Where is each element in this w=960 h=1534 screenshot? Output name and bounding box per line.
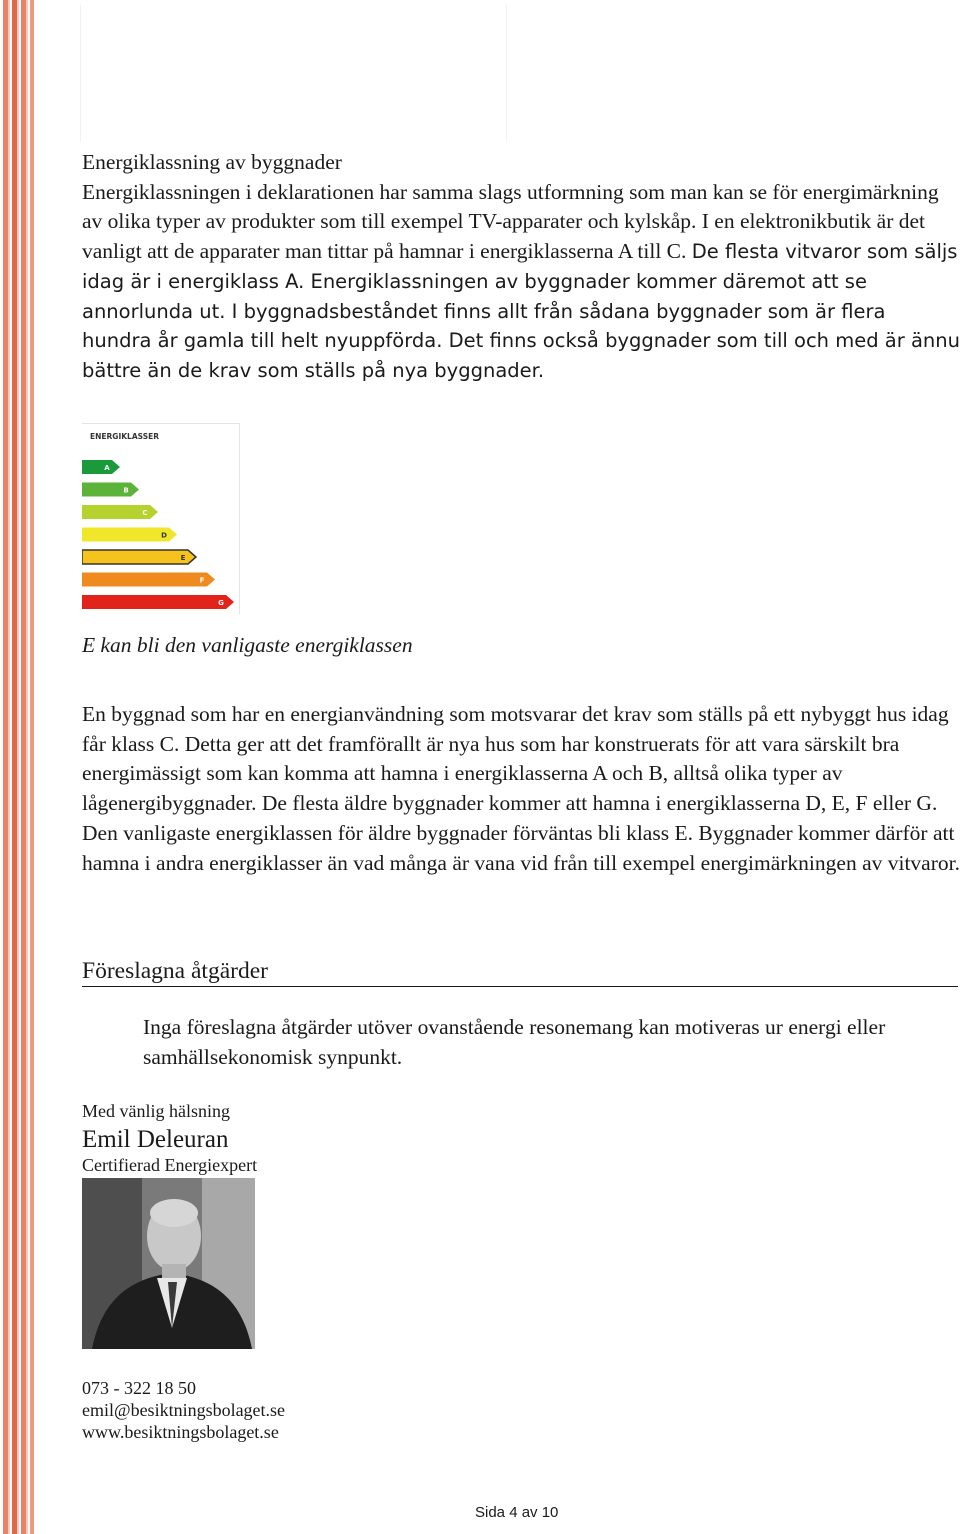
- intro-body-sans: De flesta vitvaror som säljs idag är i energiklass A. Energiklassningen av byggnader kommer däremot att se annorlunda ut. I byggnadsbeståndet finns allt från sådana byggnader som är flera hundra år gamla till helt nyuppförda. Det finns också byggnader som till och med är ännu bättre än de krav som ställs på nya byggnader.: [82, 240, 960, 382]
- energy-bar-letter-g: G: [218, 599, 224, 607]
- energy-bar-letter-d: D: [161, 531, 167, 540]
- contact-website[interactable]: www.besiktningsbolaget.se: [82, 1422, 279, 1442]
- energy-class-bars: [82, 424, 239, 614]
- energy-bar-letter-f: F: [199, 576, 205, 585]
- energy-bar-e: [82, 550, 196, 564]
- energy-bar-g: [82, 595, 234, 609]
- intro-heading: Energiklassning av byggnader: [82, 150, 342, 174]
- section-body: Inga föreslagna åtgärder utöver ovanstående resonemang kan motiveras ur energi eller samhällsekonomisk synpunkt.: [143, 1015, 886, 1069]
- contact-email[interactable]: emil@besiktningsbolaget.se: [82, 1400, 286, 1420]
- energy-bar-letter-e: E: [180, 554, 186, 562]
- signer-name: Emil Deleuran: [82, 1126, 229, 1153]
- energy-bar-letter-b: B: [123, 486, 129, 495]
- closing-greeting: Med vänlig hälsning: [82, 1101, 230, 1121]
- energy-bar-letter-c: C: [142, 509, 148, 517]
- contact-phone: 073 - 322 18 50: [82, 1378, 196, 1398]
- paragraph-energy-classes: En byggnad som har en energianvändning som motsvarar det krav som ställs på ett nybyggt hus idag får klass C. Detta ger att det framförallt är nya hus som har konstruerats för att vara särskilt bra energimässigt som kan komma att hamna i energiklasserna A och B, alltså olika typer av lågenergibyggnader. De flesta äldre byggnader kommer att hamna i energiklasserna D, E, F eller G. Den vanligaste energiklassen för äldre byggnader förväntas bli klass E. Byggnader kommer därför att hamna i andra energiklasser än vad många är vana vid från till exempel energimärkningen av vitvaror.: [82, 702, 960, 875]
- decorative-stripes: [0, 0, 40, 1534]
- page-number: Sida 4 av 10: [475, 1504, 559, 1521]
- signer-title: Certifierad Energiexpert: [82, 1155, 258, 1175]
- energy-bar-a: [82, 460, 120, 474]
- header-placeholder: [80, 4, 507, 142]
- section-title: Föreslagna åtgärder: [82, 956, 958, 987]
- intro-block: [82, 148, 960, 386]
- figure-caption: E kan bli den vanligaste energiklassen: [82, 633, 413, 657]
- energy-class-label: [82, 423, 240, 614]
- energy-bar-b: [82, 483, 139, 497]
- energy-bar-f: [82, 573, 215, 587]
- signer-photo: [82, 1178, 255, 1349]
- intro-body-serif: Energiklassningen i deklarationen har samma slags utformning som man kan se för energimärkning av olika typer av produkter som till exempel TV-apparater och kylskåp. I en elektronikbutik är det vanligt att de apparater man tittar på hamnar i energiklasserna A till C.: [82, 179, 939, 264]
- energy-bar-letter-a: A: [104, 464, 110, 472]
- energy-label-title: ENERGIKLASSER: [90, 432, 160, 441]
